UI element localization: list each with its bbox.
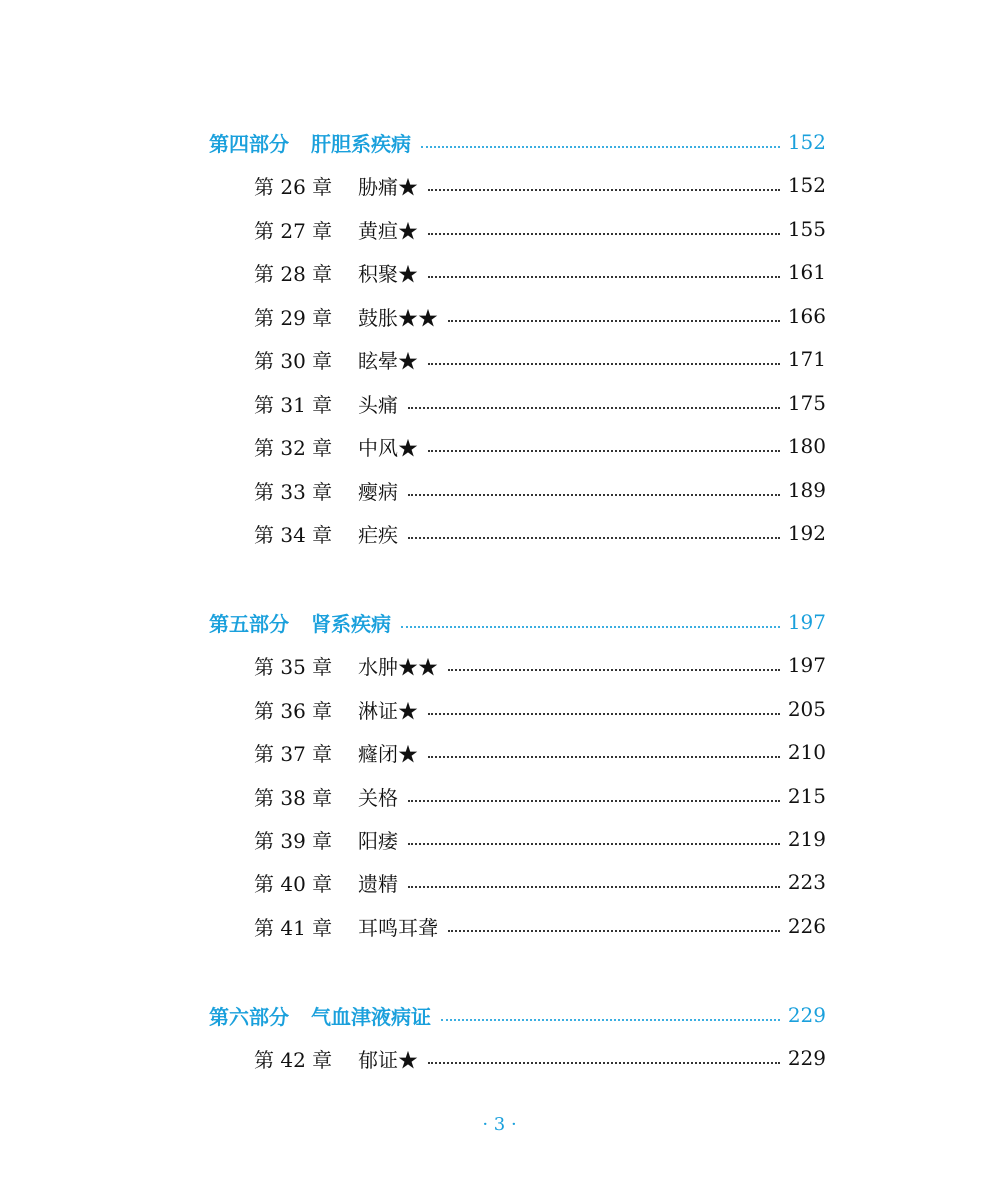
toc-chapter-entry[interactable] — [254, 431, 826, 461]
toc-chapter-entry[interactable] — [254, 170, 826, 200]
page-number: 197 — [787, 610, 826, 634]
footer-page-number: · 3 · — [482, 1114, 517, 1135]
page-number: 226 — [787, 914, 826, 938]
toc-part-entry[interactable] — [209, 607, 826, 637]
dot-leader — [428, 1062, 780, 1064]
dot-leader — [428, 713, 780, 715]
chapter-label: 第 38 章 关格 — [254, 785, 398, 810]
dot-leader — [428, 363, 780, 365]
dot-leader — [401, 626, 780, 628]
dot-leader — [428, 756, 780, 758]
dot-leader — [428, 276, 780, 278]
dot-leader — [408, 537, 780, 539]
dot-leader — [428, 450, 780, 452]
toc-chapter-entry[interactable] — [254, 737, 826, 767]
page-number: 205 — [787, 697, 826, 721]
chapter-label: 第 35 章 水肿★★ — [254, 654, 438, 679]
page-number: 189 — [787, 478, 826, 502]
toc-part-entry[interactable] — [209, 1000, 826, 1030]
part-label: 第五部分 肾系疾病 — [209, 611, 391, 636]
chapter-label: 第 30 章 眩晕★ — [254, 348, 418, 373]
page-number: 197 — [787, 653, 826, 677]
dot-leader — [408, 886, 780, 888]
chapter-label: 第 29 章 鼓胀★★ — [254, 305, 438, 330]
toc-chapter-entry[interactable] — [254, 867, 826, 897]
page-number: 223 — [787, 870, 826, 894]
page-number: 180 — [787, 434, 826, 458]
toc-chapter-entry[interactable] — [254, 694, 826, 724]
dot-leader — [408, 800, 780, 802]
chapter-label: 第 28 章 积聚★ — [254, 261, 418, 286]
page-number: 219 — [787, 827, 826, 851]
dot-leader — [448, 669, 780, 671]
chapter-label: 第 33 章 瘿病 — [254, 479, 398, 504]
page-number: 229 — [787, 1046, 826, 1070]
page-number: 152 — [787, 173, 826, 197]
toc-chapter-entry[interactable] — [254, 824, 826, 854]
chapter-label: 第 34 章 疟疾 — [254, 522, 398, 547]
toc-chapter-entry[interactable] — [254, 911, 826, 941]
toc-chapter-entry[interactable] — [254, 650, 826, 680]
toc-part-entry[interactable] — [209, 127, 826, 157]
toc-chapter-entry[interactable] — [254, 475, 826, 505]
dot-leader — [421, 146, 780, 148]
dot-leader — [428, 233, 780, 235]
toc-chapter-entry[interactable] — [254, 257, 826, 287]
part-label: 第四部分 肝胆系疾病 — [209, 131, 411, 156]
toc-chapter-entry[interactable] — [254, 214, 826, 244]
dot-leader — [448, 930, 780, 932]
part-label: 第六部分 气血津液病证 — [209, 1004, 431, 1029]
chapter-label: 第 39 章 阳痿 — [254, 828, 398, 853]
dot-leader — [441, 1019, 780, 1021]
toc-chapter-entry[interactable] — [254, 518, 826, 548]
page-number: 215 — [787, 784, 826, 808]
chapter-label: 第 36 章 淋证★ — [254, 698, 418, 723]
toc-chapter-entry[interactable] — [254, 344, 826, 374]
chapter-label: 第 32 章 中风★ — [254, 435, 418, 460]
toc-chapter-entry[interactable] — [254, 388, 826, 418]
page-number: 229 — [787, 1003, 826, 1027]
page-number: 192 — [787, 521, 826, 545]
dot-leader — [408, 494, 780, 496]
dot-leader — [428, 189, 780, 191]
toc-chapter-entry[interactable] — [254, 781, 826, 811]
dot-leader — [448, 320, 780, 322]
toc-chapter-entry[interactable] — [254, 301, 826, 331]
page-number: 161 — [787, 260, 826, 284]
chapter-label: 第 31 章 头痛 — [254, 392, 398, 417]
dot-leader — [408, 843, 780, 845]
toc-chapter-entry[interactable] — [254, 1043, 826, 1073]
page-number: 152 — [787, 130, 826, 154]
chapter-label: 第 26 章 胁痛★ — [254, 174, 418, 199]
chapter-label: 第 40 章 遗精 — [254, 871, 398, 896]
chapter-label: 第 37 章 癃闭★ — [254, 741, 418, 766]
page-number: 171 — [787, 347, 826, 371]
chapter-label: 第 41 章 耳鸣耳聋 — [254, 915, 438, 940]
page-number: 166 — [787, 304, 826, 328]
page-number: 210 — [787, 740, 826, 764]
chapter-label: 第 27 章 黄疸★ — [254, 218, 418, 243]
chapter-label: 第 42 章 郁证★ — [254, 1047, 418, 1072]
page-number: 175 — [787, 391, 826, 415]
dot-leader — [408, 407, 780, 409]
page-number: 155 — [787, 217, 826, 241]
